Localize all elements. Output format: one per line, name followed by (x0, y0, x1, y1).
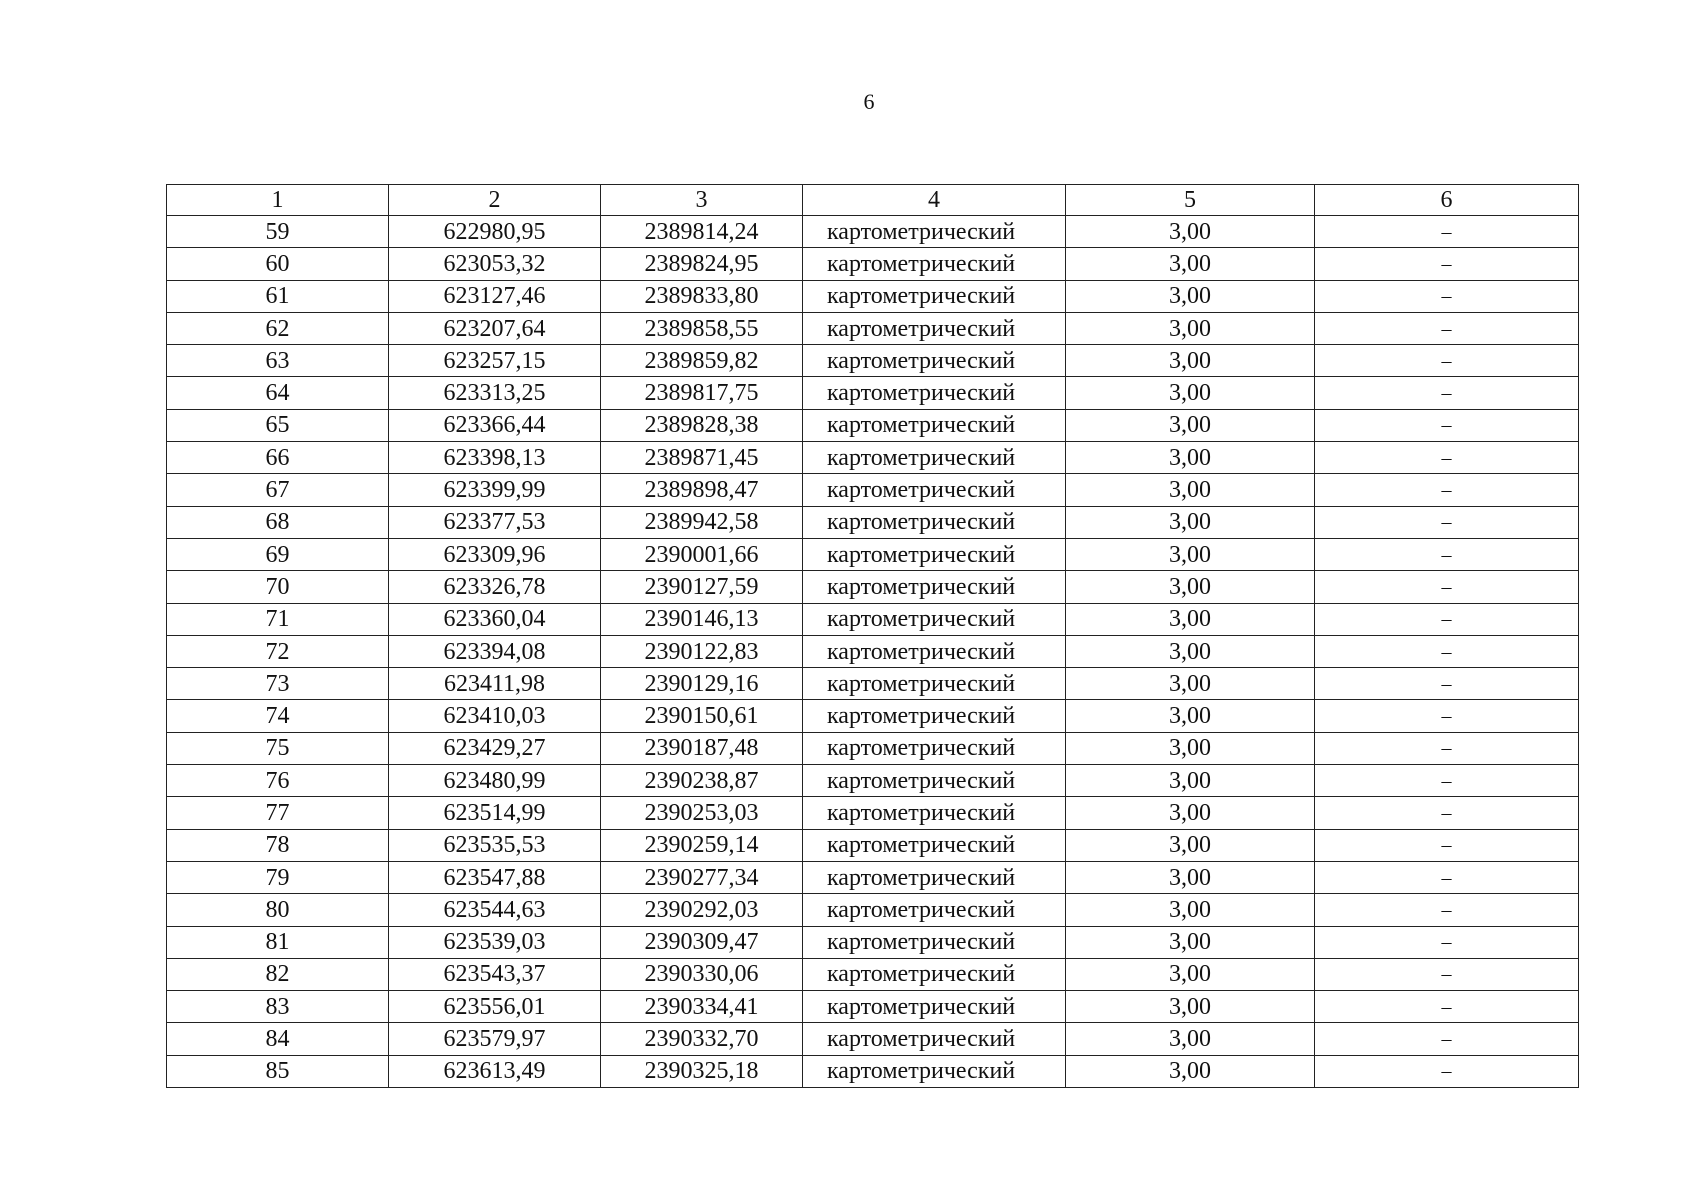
accuracy-cell: 3,00 (1066, 797, 1315, 829)
accuracy-cell: 3,00 (1066, 377, 1315, 409)
table-row (167, 991, 1579, 1023)
y-coordinate-cell: 2389859,82 (601, 345, 803, 377)
description-cell: – (1315, 765, 1579, 797)
table-row (167, 474, 1579, 506)
table-row (167, 861, 1579, 893)
y-coordinate-cell: 2390150,61 (601, 700, 803, 732)
table-row (167, 829, 1579, 861)
method-cell: картометрический (803, 280, 1066, 312)
description-cell: – (1315, 926, 1579, 958)
x-coordinate-cell: 623543,37 (389, 958, 601, 990)
x-coordinate-cell: 623535,53 (389, 829, 601, 861)
description-cell: – (1315, 442, 1579, 474)
y-coordinate-cell: 2390146,13 (601, 603, 803, 635)
x-coordinate-cell: 623556,01 (389, 991, 601, 1023)
point-number-cell: 80 (167, 894, 389, 926)
method-cell: картометрический (803, 732, 1066, 764)
table-row (167, 797, 1579, 829)
description-cell: – (1315, 991, 1579, 1023)
description-cell: – (1315, 1023, 1579, 1055)
method-cell: картометрический (803, 700, 1066, 732)
x-coordinate-cell: 623313,25 (389, 377, 601, 409)
y-coordinate-cell: 2390277,34 (601, 861, 803, 893)
x-coordinate-cell: 623257,15 (389, 345, 601, 377)
point-number-cell: 77 (167, 797, 389, 829)
y-coordinate-cell: 2390330,06 (601, 958, 803, 990)
accuracy-cell: 3,00 (1066, 409, 1315, 441)
description-cell: – (1315, 635, 1579, 667)
y-coordinate-cell: 2389828,38 (601, 409, 803, 441)
description-cell: – (1315, 312, 1579, 344)
point-number-cell: 65 (167, 409, 389, 441)
method-cell: картометрический (803, 1023, 1066, 1055)
point-number-cell: 78 (167, 829, 389, 861)
point-number-cell: 62 (167, 312, 389, 344)
accuracy-cell: 3,00 (1066, 1023, 1315, 1055)
description-cell: – (1315, 538, 1579, 570)
coordinates-table (166, 184, 1579, 1088)
description-cell: – (1315, 377, 1579, 409)
description-cell: – (1315, 280, 1579, 312)
header-cell: 5 (1066, 185, 1315, 216)
description-cell: – (1315, 894, 1579, 926)
table-header-row (167, 185, 1579, 216)
table-row (167, 765, 1579, 797)
method-cell: картометрический (803, 538, 1066, 570)
description-cell: – (1315, 571, 1579, 603)
x-coordinate-cell: 623366,44 (389, 409, 601, 441)
description-cell: – (1315, 861, 1579, 893)
method-cell: картометрический (803, 571, 1066, 603)
y-coordinate-cell: 2390001,66 (601, 538, 803, 570)
method-cell: картометрический (803, 377, 1066, 409)
point-number-cell: 60 (167, 248, 389, 280)
x-coordinate-cell: 623207,64 (389, 312, 601, 344)
accuracy-cell: 3,00 (1066, 538, 1315, 570)
description-cell: – (1315, 506, 1579, 538)
table-row (167, 377, 1579, 409)
accuracy-cell: 3,00 (1066, 474, 1315, 506)
table-body (167, 185, 1579, 1088)
method-cell: картометрический (803, 1055, 1066, 1087)
method-cell: картометрический (803, 797, 1066, 829)
point-number-cell: 67 (167, 474, 389, 506)
description-cell: – (1315, 248, 1579, 280)
method-cell: картометрический (803, 442, 1066, 474)
table-row (167, 571, 1579, 603)
y-coordinate-cell: 2389871,45 (601, 442, 803, 474)
accuracy-cell: 3,00 (1066, 248, 1315, 280)
method-cell: картометрический (803, 829, 1066, 861)
table-row (167, 409, 1579, 441)
method-cell: картометрический (803, 248, 1066, 280)
y-coordinate-cell: 2390292,03 (601, 894, 803, 926)
y-coordinate-cell: 2390127,59 (601, 571, 803, 603)
table-row (167, 312, 1579, 344)
accuracy-cell: 3,00 (1066, 926, 1315, 958)
x-coordinate-cell: 623410,03 (389, 700, 601, 732)
point-number-cell: 64 (167, 377, 389, 409)
method-cell: картометрический (803, 991, 1066, 1023)
x-coordinate-cell: 623539,03 (389, 926, 601, 958)
header-cell: 1 (167, 185, 389, 216)
x-coordinate-cell: 623547,88 (389, 861, 601, 893)
description-cell: – (1315, 216, 1579, 248)
accuracy-cell: 3,00 (1066, 668, 1315, 700)
x-coordinate-cell: 623309,96 (389, 538, 601, 570)
x-coordinate-cell: 623398,13 (389, 442, 601, 474)
point-number-cell: 71 (167, 603, 389, 635)
description-cell: – (1315, 409, 1579, 441)
method-cell: картометрический (803, 765, 1066, 797)
x-coordinate-cell: 623579,97 (389, 1023, 601, 1055)
x-coordinate-cell: 623480,99 (389, 765, 601, 797)
y-coordinate-cell: 2390253,03 (601, 797, 803, 829)
table-row (167, 894, 1579, 926)
x-coordinate-cell: 623326,78 (389, 571, 601, 603)
table-row (167, 280, 1579, 312)
y-coordinate-cell: 2390129,16 (601, 668, 803, 700)
point-number-cell: 79 (167, 861, 389, 893)
y-coordinate-cell: 2389833,80 (601, 280, 803, 312)
point-number-cell: 69 (167, 538, 389, 570)
x-coordinate-cell: 623377,53 (389, 506, 601, 538)
description-cell: – (1315, 1055, 1579, 1087)
accuracy-cell: 3,00 (1066, 732, 1315, 764)
table-row (167, 538, 1579, 570)
x-coordinate-cell: 623411,98 (389, 668, 601, 700)
table-row (167, 926, 1579, 958)
y-coordinate-cell: 2389817,75 (601, 377, 803, 409)
accuracy-cell: 3,00 (1066, 442, 1315, 474)
y-coordinate-cell: 2390238,87 (601, 765, 803, 797)
point-number-cell: 82 (167, 958, 389, 990)
x-coordinate-cell: 623613,49 (389, 1055, 601, 1087)
y-coordinate-cell: 2390334,41 (601, 991, 803, 1023)
method-cell: картометрический (803, 958, 1066, 990)
point-number-cell: 72 (167, 635, 389, 667)
table-row (167, 1023, 1579, 1055)
accuracy-cell: 3,00 (1066, 894, 1315, 926)
table-row (167, 603, 1579, 635)
point-number-cell: 66 (167, 442, 389, 474)
x-coordinate-cell: 623394,08 (389, 635, 601, 667)
x-coordinate-cell: 623053,32 (389, 248, 601, 280)
method-cell: картометрический (803, 409, 1066, 441)
x-coordinate-cell: 622980,95 (389, 216, 601, 248)
accuracy-cell: 3,00 (1066, 958, 1315, 990)
y-coordinate-cell: 2389814,24 (601, 216, 803, 248)
description-cell: – (1315, 829, 1579, 861)
point-number-cell: 85 (167, 1055, 389, 1087)
description-cell: – (1315, 474, 1579, 506)
method-cell: картометрический (803, 474, 1066, 506)
description-cell: – (1315, 345, 1579, 377)
point-number-cell: 59 (167, 216, 389, 248)
accuracy-cell: 3,00 (1066, 829, 1315, 861)
table-row (167, 248, 1579, 280)
accuracy-cell: 3,00 (1066, 345, 1315, 377)
y-coordinate-cell: 2390325,18 (601, 1055, 803, 1087)
accuracy-cell: 3,00 (1066, 216, 1315, 248)
table-row (167, 1055, 1579, 1087)
accuracy-cell: 3,00 (1066, 765, 1315, 797)
x-coordinate-cell: 623360,04 (389, 603, 601, 635)
table-row (167, 635, 1579, 667)
accuracy-cell: 3,00 (1066, 603, 1315, 635)
description-cell: – (1315, 797, 1579, 829)
accuracy-cell: 3,00 (1066, 571, 1315, 603)
accuracy-cell: 3,00 (1066, 861, 1315, 893)
table-row (167, 668, 1579, 700)
accuracy-cell: 3,00 (1066, 506, 1315, 538)
table-row (167, 442, 1579, 474)
method-cell: картометрический (803, 312, 1066, 344)
table-row (167, 345, 1579, 377)
y-coordinate-cell: 2390187,48 (601, 732, 803, 764)
method-cell: картометрический (803, 635, 1066, 667)
y-coordinate-cell: 2390122,83 (601, 635, 803, 667)
point-number-cell: 76 (167, 765, 389, 797)
description-cell: – (1315, 732, 1579, 764)
y-coordinate-cell: 2389898,47 (601, 474, 803, 506)
table-row (167, 958, 1579, 990)
point-number-cell: 81 (167, 926, 389, 958)
description-cell: – (1315, 603, 1579, 635)
method-cell: картометрический (803, 894, 1066, 926)
point-number-cell: 83 (167, 991, 389, 1023)
point-number-cell: 84 (167, 1023, 389, 1055)
header-cell: 2 (389, 185, 601, 216)
y-coordinate-cell: 2389942,58 (601, 506, 803, 538)
point-number-cell: 74 (167, 700, 389, 732)
point-number-cell: 63 (167, 345, 389, 377)
x-coordinate-cell: 623514,99 (389, 797, 601, 829)
accuracy-cell: 3,00 (1066, 280, 1315, 312)
x-coordinate-cell: 623127,46 (389, 280, 601, 312)
accuracy-cell: 3,00 (1066, 700, 1315, 732)
x-coordinate-cell: 623544,63 (389, 894, 601, 926)
table-row (167, 700, 1579, 732)
accuracy-cell: 3,00 (1066, 635, 1315, 667)
method-cell: картометрический (803, 926, 1066, 958)
method-cell: картометрический (803, 216, 1066, 248)
y-coordinate-cell: 2390332,70 (601, 1023, 803, 1055)
table-row (167, 732, 1579, 764)
point-number-cell: 68 (167, 506, 389, 538)
header-cell: 6 (1315, 185, 1579, 216)
method-cell: картометрический (803, 603, 1066, 635)
accuracy-cell: 3,00 (1066, 312, 1315, 344)
x-coordinate-cell: 623399,99 (389, 474, 601, 506)
y-coordinate-cell: 2389824,95 (601, 248, 803, 280)
accuracy-cell: 3,00 (1066, 1055, 1315, 1087)
y-coordinate-cell: 2390309,47 (601, 926, 803, 958)
point-number-cell: 75 (167, 732, 389, 764)
point-number-cell: 61 (167, 280, 389, 312)
accuracy-cell: 3,00 (1066, 991, 1315, 1023)
description-cell: – (1315, 668, 1579, 700)
point-number-cell: 73 (167, 668, 389, 700)
y-coordinate-cell: 2390259,14 (601, 829, 803, 861)
description-cell: – (1315, 958, 1579, 990)
description-cell: – (1315, 700, 1579, 732)
page-number: 6 (863, 89, 875, 114)
method-cell: картометрический (803, 861, 1066, 893)
method-cell: картометрический (803, 506, 1066, 538)
method-cell: картометрический (803, 345, 1066, 377)
x-coordinate-cell: 623429,27 (389, 732, 601, 764)
table-row (167, 216, 1579, 248)
table-row (167, 506, 1579, 538)
header-cell: 4 (803, 185, 1066, 216)
point-number-cell: 70 (167, 571, 389, 603)
y-coordinate-cell: 2389858,55 (601, 312, 803, 344)
header-cell: 3 (601, 185, 803, 216)
method-cell: картометрический (803, 668, 1066, 700)
